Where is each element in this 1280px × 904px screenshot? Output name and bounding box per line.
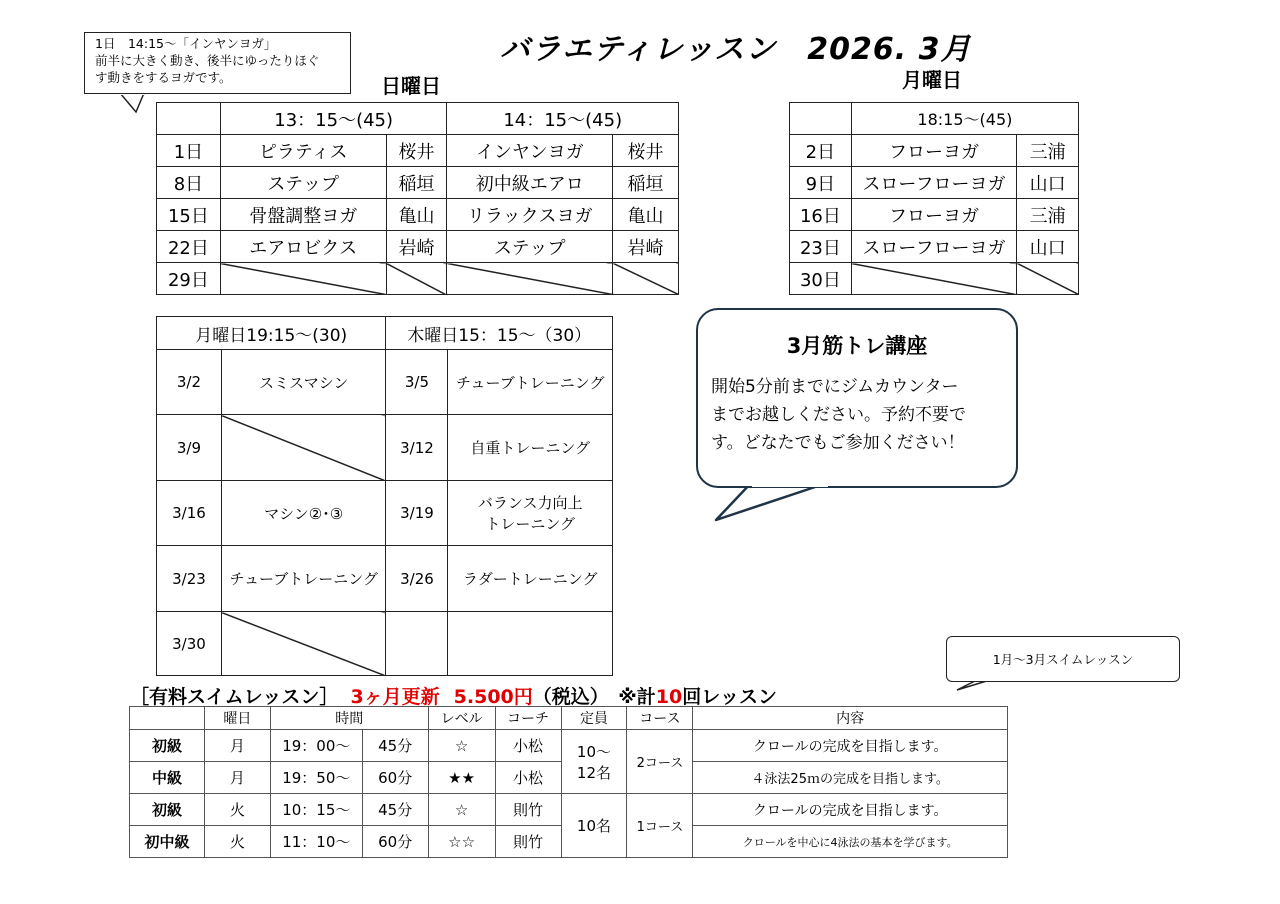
duration-cell: 45分 <box>362 794 428 826</box>
coach-cell: 則竹 <box>495 794 561 826</box>
swim-header-row <box>130 707 1008 730</box>
lesson-cell: チューブトレーニング <box>221 546 386 612</box>
header-course: コース <box>627 707 693 730</box>
instructor-cell: 亀山 <box>613 199 679 231</box>
instructor-cell: 桜井 <box>613 135 679 167</box>
header-content: 内容 <box>693 707 1008 730</box>
date-cell: 3/16 <box>157 481 222 546</box>
level-cell: 初級 <box>130 794 205 826</box>
day-cell: 火 <box>204 794 270 826</box>
date-cell: 3/19 <box>386 481 448 546</box>
instructor-cell: 山口 <box>1017 167 1079 199</box>
level-cell: 中級 <box>130 762 205 794</box>
empty-cell <box>448 612 613 676</box>
monday-heading: 月曜日 <box>902 68 962 92</box>
capacity-line-2: 12名 <box>576 763 612 782</box>
empty-cell <box>386 263 447 295</box>
coach-cell: 小松 <box>495 730 561 762</box>
lesson-cell: ステップ <box>447 231 613 263</box>
duration-cell: 60分 <box>362 826 428 858</box>
lesson-cell: マシン②･③ <box>221 481 386 546</box>
lesson-line-2: トレーニング <box>485 515 576 533</box>
monday-muscle-header: 月曜日19:15～(30) <box>157 317 386 350</box>
coach-cell: 小松 <box>495 762 561 794</box>
lesson-cell: フローヨガ <box>851 135 1016 167</box>
bubble-body <box>711 373 1016 457</box>
table-row <box>157 135 679 167</box>
empty-cell <box>447 263 613 295</box>
lesson-cell: ピラティス <box>220 135 386 167</box>
time-cell: 11：10～ <box>270 826 362 858</box>
instructor-cell: 亀山 <box>386 199 447 231</box>
lesson-cell: エアロビクス <box>220 231 386 263</box>
empty-cell <box>1017 263 1079 295</box>
day-cell: 9日 <box>790 167 852 199</box>
monday-header-row <box>790 103 1079 135</box>
header-capacity: 定員 <box>561 707 627 730</box>
sunday-header-row <box>157 103 679 135</box>
empty-cell <box>613 263 679 295</box>
coach-cell: 則竹 <box>495 826 561 858</box>
swim-note-callout: 1月～3月スイムレッスン <box>946 636 1180 682</box>
note-callout <box>84 32 351 94</box>
time-cell: 19：00～ <box>270 730 362 762</box>
time-cell: 19：50～ <box>270 762 362 794</box>
header-coach: コーチ <box>495 707 561 730</box>
day-cell: 月 <box>204 730 270 762</box>
table-row <box>790 167 1079 199</box>
swim-corner-cell <box>130 707 205 730</box>
banner-price: 5.500円 <box>453 686 533 708</box>
table-row <box>157 415 613 481</box>
lesson-cell: スローフローヨガ <box>851 167 1016 199</box>
content-cell: クロールの完成を目指します。 <box>693 794 1008 826</box>
table-row <box>157 546 613 612</box>
day-cell: 23日 <box>790 231 852 263</box>
header-day: 曜日 <box>204 707 270 730</box>
monday-schedule-table <box>789 102 1079 295</box>
day-cell: 30日 <box>790 263 852 295</box>
date-cell: 3/30 <box>157 612 222 676</box>
table-row <box>790 231 1079 263</box>
date-cell: 3/12 <box>386 415 448 481</box>
instructor-cell: 山口 <box>1017 231 1079 263</box>
day-cell: 15日 <box>157 199 221 231</box>
date-cell: 3/5 <box>386 350 448 415</box>
note-callout-tail <box>100 92 160 114</box>
monday-time: 18:15～(45) <box>851 103 1078 135</box>
table-row <box>157 263 679 295</box>
stars-cell: ☆ <box>428 794 495 826</box>
note-line-1: 1日 14:15～「インヤンヨガ」 <box>95 36 277 51</box>
table-row <box>157 350 613 415</box>
instructor-cell: 桜井 <box>386 135 447 167</box>
table-row <box>157 612 613 676</box>
instructor-cell: 稲垣 <box>386 167 447 199</box>
table-row <box>790 263 1079 295</box>
bubble-line-2: までお越しください。予約不要で <box>711 405 966 425</box>
lesson-cell: 初中級エアロ <box>447 167 613 199</box>
content-cell: クロールを中心に4泳法の基本を学びます。 <box>693 826 1008 858</box>
table-row <box>790 199 1079 231</box>
lesson-cell: チューブトレーニング <box>448 350 613 415</box>
empty-cell <box>220 263 386 295</box>
table-row <box>157 231 679 263</box>
banner-count: 10 <box>655 686 683 708</box>
lesson-cell <box>448 481 613 546</box>
banner-renewal: 3ヶ月更新 <box>350 686 440 708</box>
stars-cell: ☆ <box>428 730 495 762</box>
lesson-cell: スミスマシン <box>221 350 386 415</box>
capacity-cell: 10名 <box>561 794 627 858</box>
sunday-schedule-table <box>156 102 679 295</box>
lesson-cell: フローヨガ <box>851 199 1016 231</box>
time-cell: 10：15～ <box>270 794 362 826</box>
instructor-cell: 三浦 <box>1017 199 1079 231</box>
capacity-line-1: 10～ <box>576 742 612 761</box>
sunday-time-2: 14：15～(45) <box>447 103 679 135</box>
table-row <box>130 730 1008 762</box>
day-cell: 16日 <box>790 199 852 231</box>
day-cell: 22日 <box>157 231 221 263</box>
swim-banner <box>130 682 777 709</box>
day-cell: 8日 <box>157 167 221 199</box>
muscle-header-row <box>157 317 613 350</box>
day-cell: 29日 <box>157 263 221 295</box>
duration-cell: 60分 <box>362 762 428 794</box>
bubble-title: 3月筋トレ講座 <box>786 334 928 358</box>
lesson-cell: 骨盤調整ヨガ <box>220 199 386 231</box>
note-line-2: 前半に大きく動き、後半にゆったりほぐ <box>95 53 320 68</box>
stars-cell: ☆☆ <box>428 826 495 858</box>
day-cell: 火 <box>204 826 270 858</box>
table-row <box>157 167 679 199</box>
date-cell: 3/23 <box>157 546 222 612</box>
swim-lesson-table <box>129 706 1008 858</box>
lesson-cell: リラックスヨガ <box>447 199 613 231</box>
monday-corner-cell <box>790 103 852 135</box>
empty-cell <box>851 263 1016 295</box>
bubble-line-3: す。どなたでもご参加ください！ <box>711 433 965 453</box>
level-cell: 初級 <box>130 730 205 762</box>
header-time: 時間 <box>270 707 428 730</box>
date-cell: 3/2 <box>157 350 222 415</box>
muscle-training-table <box>156 316 613 676</box>
course-cell: 2コース <box>627 730 693 794</box>
header-level: レベル <box>428 707 495 730</box>
empty-cell <box>221 612 386 676</box>
page-title: バラエティレッスン 2026. 3月 <box>500 32 972 67</box>
lesson-cell: インヤンヨガ <box>447 135 613 167</box>
level-cell: 初中級 <box>130 826 205 858</box>
sunday-heading: 日曜日 <box>381 74 441 98</box>
table-row <box>130 794 1008 826</box>
day-cell: 2日 <box>790 135 852 167</box>
instructor-cell: 三浦 <box>1017 135 1079 167</box>
empty-cell <box>221 415 386 481</box>
instructor-cell: 岩崎 <box>386 231 447 263</box>
thursday-muscle-header: 木曜日15：15～（30） <box>386 317 613 350</box>
banner-title: ［有料スイムレッスン］ <box>130 686 339 708</box>
sunday-time-1: 13：15～(45) <box>220 103 447 135</box>
note-line-3: す動きをするヨガです。 <box>95 70 232 85</box>
date-cell: 3/26 <box>386 546 448 612</box>
lesson-cell: ラダートレーニング <box>448 546 613 612</box>
banner-suffix: 回レッスン <box>682 686 778 708</box>
day-cell: 1日 <box>157 135 221 167</box>
content-cell: ４泳法25ｍの完成を目指します。 <box>693 762 1008 794</box>
empty-cell <box>386 612 448 676</box>
table-row <box>157 481 613 546</box>
capacity-cell <box>561 730 627 794</box>
banner-tax: （税込） ※計 <box>532 686 656 708</box>
lesson-line-1: バランス力向上 <box>477 494 583 512</box>
lesson-cell: スローフローヨガ <box>851 231 1016 263</box>
table-row <box>157 199 679 231</box>
instructor-cell: 稲垣 <box>613 167 679 199</box>
duration-cell: 45分 <box>362 730 428 762</box>
table-row <box>790 135 1079 167</box>
content-cell: クロールの完成を目指します。 <box>693 730 1008 762</box>
bubble-line-1: 開始5分前までにジムカウンター <box>711 377 959 397</box>
date-cell: 3/9 <box>157 415 222 481</box>
muscle-info-bubble <box>696 308 1018 488</box>
instructor-cell: 岩崎 <box>613 231 679 263</box>
bubble-tail-joint <box>752 482 828 487</box>
stars-cell: ★★ <box>428 762 495 794</box>
course-cell: 1コース <box>627 794 693 858</box>
sunday-corner-cell <box>157 103 221 135</box>
day-cell: 月 <box>204 762 270 794</box>
lesson-cell: ステップ <box>220 167 386 199</box>
lesson-cell: 自重トレーニング <box>448 415 613 481</box>
